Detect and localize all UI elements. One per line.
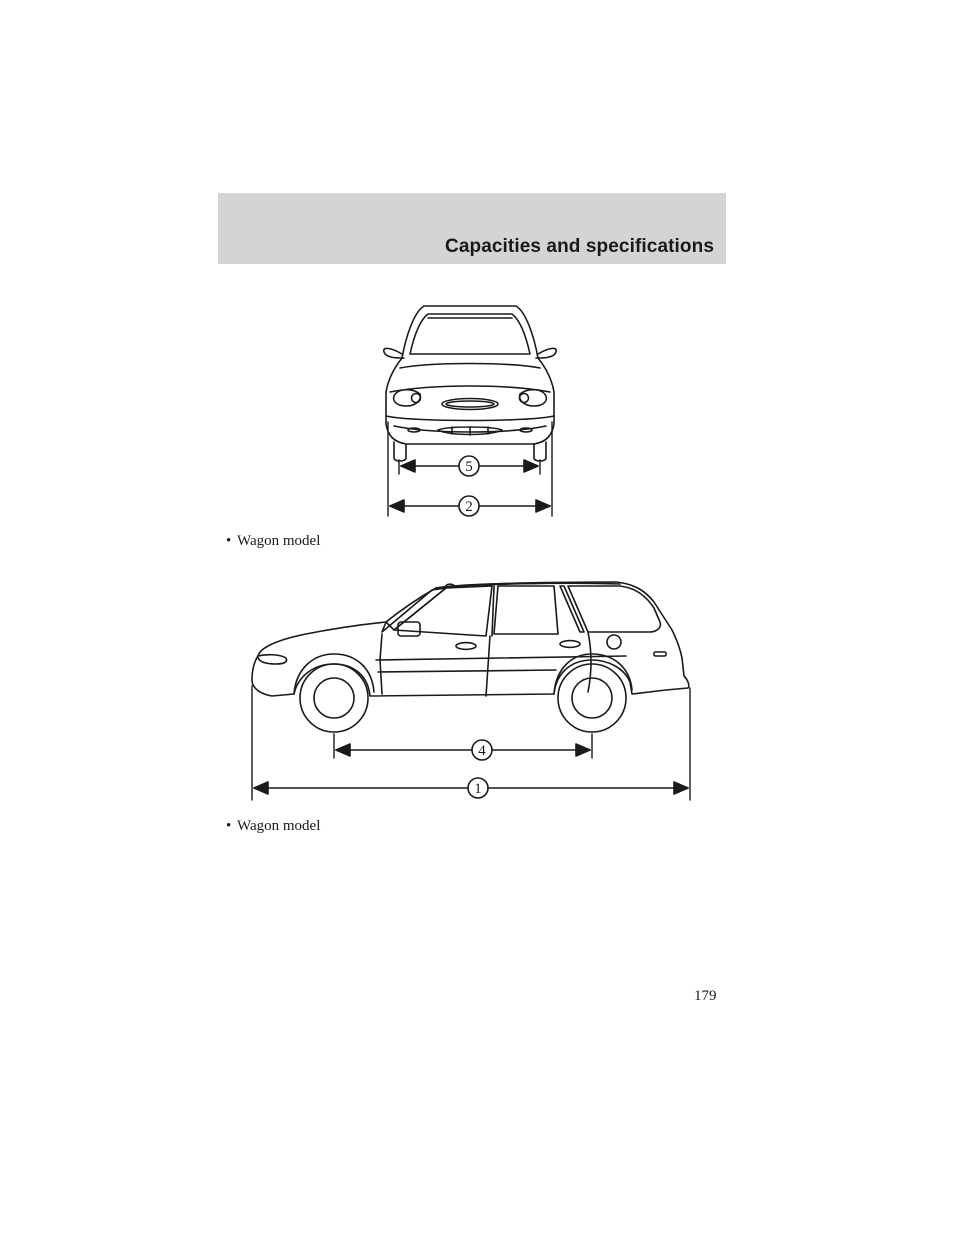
callout-4: 4 bbox=[478, 743, 486, 759]
caption-text: Wagon model bbox=[237, 818, 321, 834]
section-header-band bbox=[218, 193, 726, 264]
callout-5: 5 bbox=[465, 459, 473, 475]
figure-caption bbox=[226, 533, 320, 550]
bullet: • bbox=[226, 818, 232, 834]
caption-text: Wagon model bbox=[237, 533, 321, 549]
side-view-wagon-illustration bbox=[236, 572, 706, 808]
callout-1: 1 bbox=[474, 781, 482, 797]
figure-caption bbox=[226, 818, 320, 835]
callout-2: 2 bbox=[465, 499, 473, 515]
front-view-car-illustration bbox=[372, 296, 568, 524]
section-title: Capacities and specifications bbox=[445, 236, 714, 257]
page-number: 179 bbox=[694, 988, 717, 1004]
bullet: • bbox=[226, 533, 232, 549]
